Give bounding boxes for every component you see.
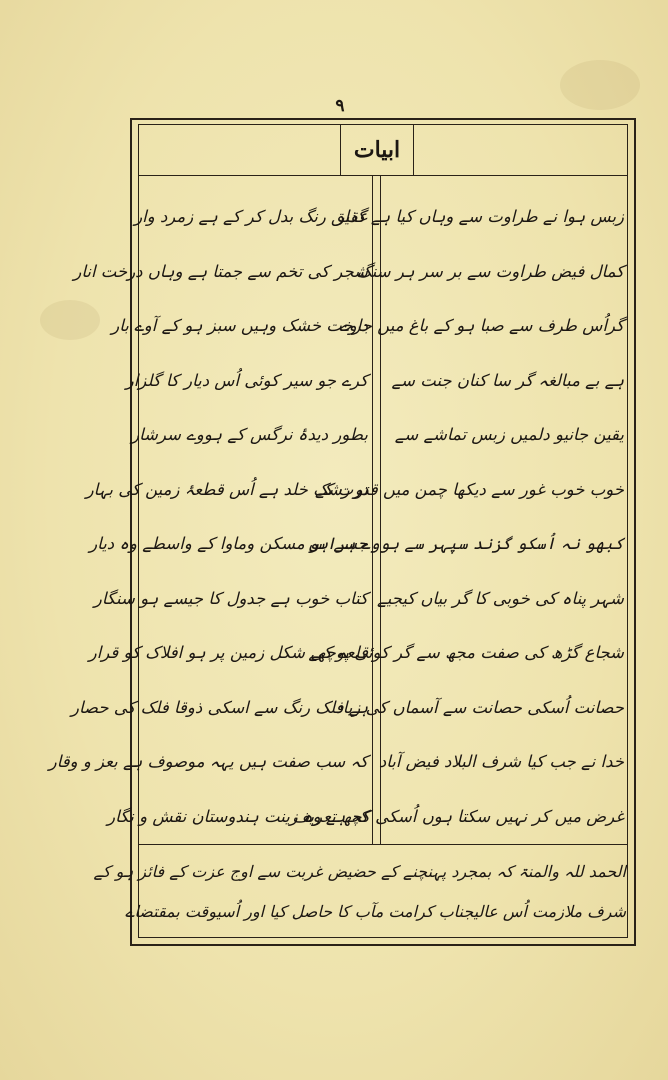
prose-line: شرف ملازمت اُس عالیجناب کرامت مآب کا حاصل کیا اور اُسیوقت بمقتضاے (125, 902, 626, 921)
verse-column-right (292, 190, 624, 840)
verse-line: شجاع گڑھ کی صفت مجھ سے گر کوئی پوچھے (308, 643, 624, 662)
verse-column-left (48, 190, 368, 840)
verse-line: کہ سب صفت ہیں یہہ موصوف ہے بعز و وقار (48, 752, 368, 771)
prose-block (93, 852, 626, 932)
verse-line: قلعہ کی شکل زمین پر ہو افلاک کو قرار (88, 643, 368, 662)
verse-line: ہے بے مبالغہ گر سا کنان جنت سے (391, 370, 624, 390)
verse-line: کہ ہے وہ زینت ہندوستان نقش و نگار (107, 806, 368, 826)
verse-line: غرض میں کر نہیں سکتا ہوں اُسکی کچھ تعریف (292, 806, 624, 826)
verse-line: زبس ہوا نے طراوت سے وہاں کیا ہے گذار (336, 207, 624, 226)
verse-line: عقیق رنگ بدل کر کے ہے زمرد وار (134, 207, 368, 226)
paper-stain (560, 60, 640, 110)
verse-line: حصانت اُسکی حصانت سے آسماں کی زیاد (335, 697, 624, 717)
verse-line: خدا نے جب کیا شرف البلاد فیض آباد (378, 752, 624, 771)
verse-line: تو رشک خلد ہے اُس قطعۂ زمین کی بہار (85, 479, 368, 499)
verse-line: درخت خشک وہیں سبز ہو کے آوے بار (111, 316, 368, 335)
footer-rule (138, 844, 628, 845)
section-heading: ابیات (340, 124, 414, 176)
verse-line: بطور دیدۂ نرگس کے ہووے سرشار (131, 425, 368, 444)
paper-stain (40, 300, 100, 340)
verse-line: ہے فلک رنگ سے اسکی ذوقا فلک کی حصار (71, 697, 368, 717)
prose-line: الحمد للہ والمنۃ کہ بمجرد پہنچنے کے حضیض غربت سے اوج عزت کے فائز ہو کے (93, 862, 626, 881)
verse-line: یقین جانیو دلمیں زبس تماشے سے (394, 425, 624, 444)
verse-line: خوب خوب غور سے دیکھا چمن میں قدرت کے (314, 479, 624, 499)
verse-line: کبھو نہ اُسکو گزند سپہر سے ہووے ہراس (306, 534, 624, 553)
verse-line: کمال فیض طراوت سے بر سر ہر سنگ (357, 261, 624, 281)
verse-line: گراُس طرف سے صبا ہو کے باغ میں جاوے (339, 316, 624, 335)
verse-line: شہر پناہ کی خوبی کا گر بیاں کیجیے (377, 588, 624, 608)
page-number: ۹ (335, 96, 345, 116)
verse-line: شجر کی تخم سے جمتا ہے وہاں درخت انار (73, 261, 368, 281)
verse-line: جسے ہو مسکن وماوا کے واسطے وہ دیار (89, 534, 368, 553)
verse-line: کتاب خوب ہے جدول کا جیسے ہو سنگار (93, 588, 368, 608)
verse-line: کرے جو سیر کوئی اُس دیار کا گلزار (125, 370, 368, 390)
